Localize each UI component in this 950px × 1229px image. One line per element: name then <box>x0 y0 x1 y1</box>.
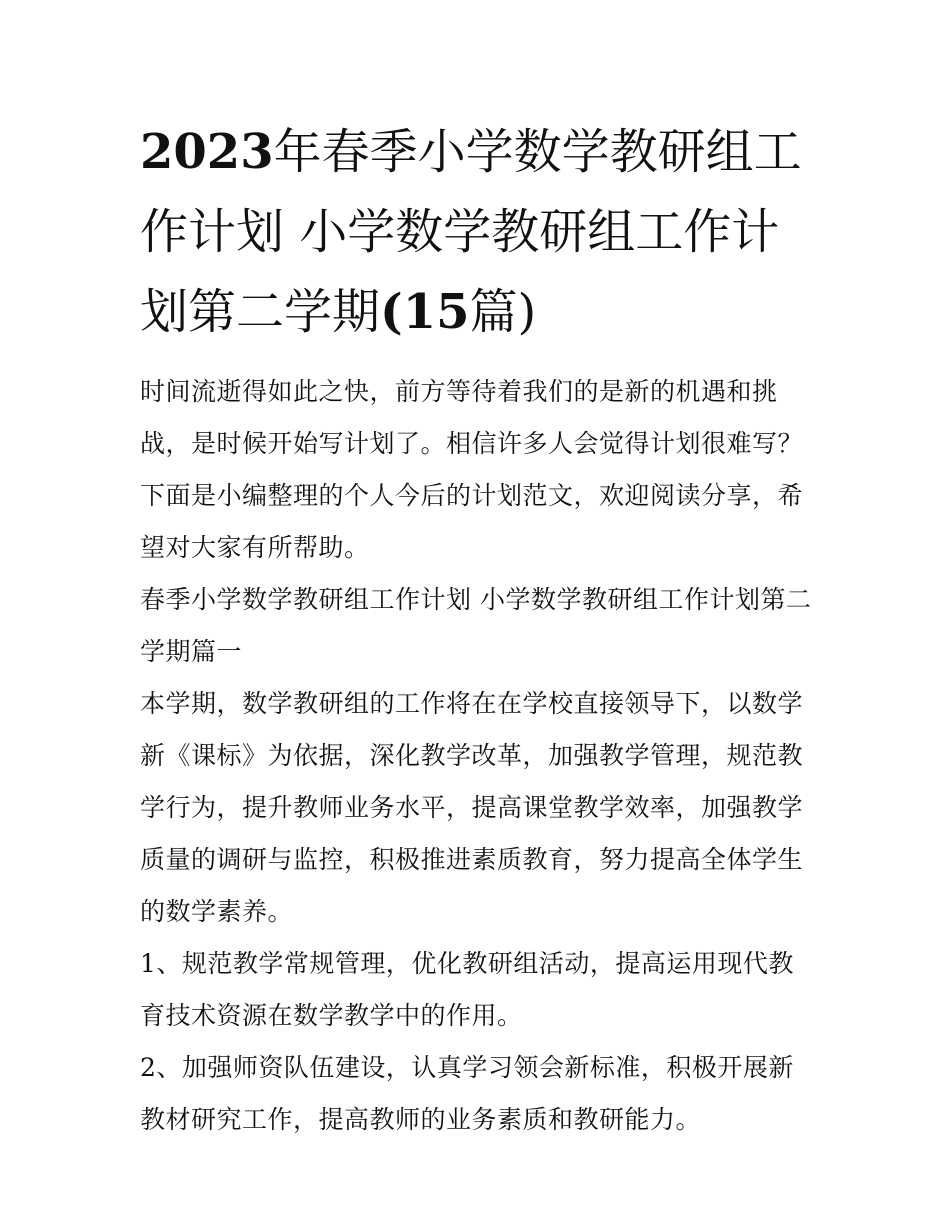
section-heading: 春季小学数学教研组工作计划 小学数学教研组工作计划第二学期篇一 <box>140 585 812 666</box>
title-end: 篇) <box>469 284 537 340</box>
intro-paragraph: 时间流逝得如此之快，前方等待着我们的是新的机遇和挑战，是时候开始写计划了。相信许多人会觉得计划很难写？下面是小编整理的个人今后的计划范文，欢迎阅读分享，希望对大家有所帮助。 <box>140 377 804 562</box>
document-title <box>140 112 812 352</box>
title-count: (15 <box>380 284 470 340</box>
title-year: 2023 <box>140 124 274 180</box>
list-item-1: 1、规范教学常规管理，优化教研组活动，提高运用现代教育技术资源在数学教学中的作用。 <box>140 949 794 1030</box>
body-paragraph: 本学期，数学教研组的工作将在在学校直接领导下，以数学新《课标》为依据，深化教学改革，加强教学管理，规范教学行为，提升教师业务水平，提高课堂教学效率，加强教学质量的调研与监控，积极推进素质教育，努力提高全体学生的数学素养。 <box>140 689 804 926</box>
title-main: 年春季小学数学教研组工作计划 小学数学教研组工作计划第二学期 <box>140 124 802 340</box>
document-page <box>140 112 812 1146</box>
list-item-2: 2、加强师资队伍建设，认真学习领会新标准，积极开展新教材研究工作，提高教师的业务素质和教研能力。 <box>140 1053 794 1134</box>
